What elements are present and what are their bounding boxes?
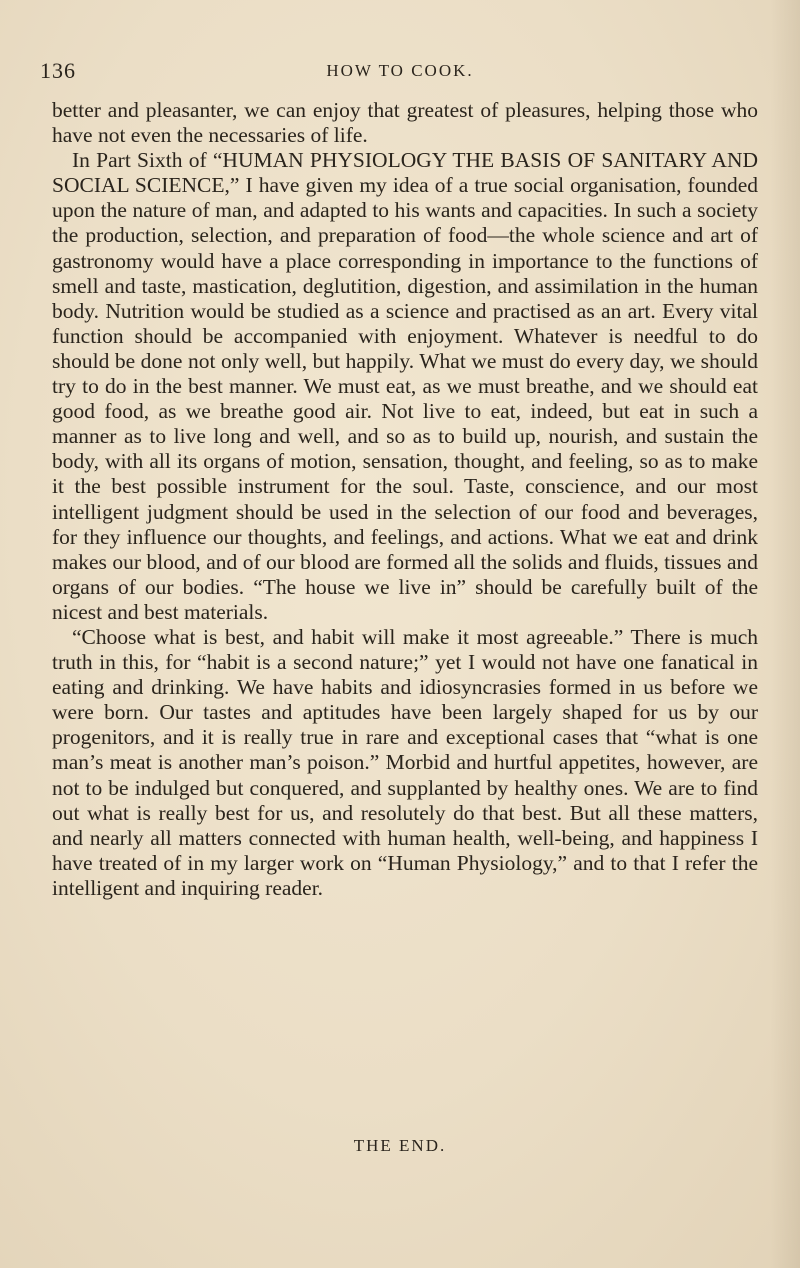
the-end-label: THE END. bbox=[353, 1136, 447, 1155]
paragraph: better and pleasanter, we can enjoy that greatest of pleasures, helping those who have not even the necessaries of life. bbox=[52, 98, 758, 148]
page-number: 136 bbox=[40, 58, 76, 83]
page-header bbox=[40, 58, 760, 88]
paragraph: In Part Sixth of “HUMAN PHYSIOLOGY THE BASIS OF SANITARY AND SOCIAL SCIENCE,” I have given my idea of a true social organisation, founded upon the nature of man, and adapted to his wants and capacities. In such a society the production, selection, and preparation of food—the whole science and art of gastronomy would have a place corresponding in importance to the functions of smell and taste, mastication, deglutition, digestion, and assimilation in the human body. Nutrition would be studied as a science and practised as an art. Every vital function should be accompanied with enjoyment. Whatever is needful to do should be done not only well, but happily. What we must do every day, we should try to do in the best manner. We must eat, as we must breathe, and we should eat good food, as we breathe good air. Not live to eat, indeed, but eat in such a manner as to live long and well, and so as to build up, nourish, and sustain the body, with all its organs of motion, sensation, thought, and feeling, so as to make it the best possible instrument for the soul. Taste, conscience, and our most intelligent judgment should be used in the selection of our food and beverages, for they influence our thoughts, and feelings, and actions. What we eat and drink makes our blood, and of our blood are formed all the solids and fluids, tissues and organs of our bodies. “The house we live in” should be carefully built of the nicest and best materials. bbox=[52, 148, 758, 624]
running-head: HOW TO COOK. bbox=[326, 61, 474, 80]
page-edge-shadow bbox=[770, 0, 800, 1268]
body-text bbox=[52, 98, 758, 901]
paragraph: “Choose what is best, and habit will make it most agreeable.” There is much truth in this, for “habit is a second nature;” yet I would not have one fanatical in eating and drinking. We have habits and idiosyncrasies formed in us before we were born. Our tastes and aptitudes have been largely shaped for us by our progenitors, and it is really true in rare and exceptional cases that “what is one man’s meat is another man’s poison.” Morbid and hurtful appetites, however, are not to be indulged but conquered, and supplanted by healthy ones. We are to find out what is really best for us, and resolutely do that best. But all these matters, and nearly all matters connected with human health, well-being, and happiness I have treated of in my larger work on “Human Physiology,” and to that I refer the intelligent and inquiring reader. bbox=[52, 624, 758, 900]
